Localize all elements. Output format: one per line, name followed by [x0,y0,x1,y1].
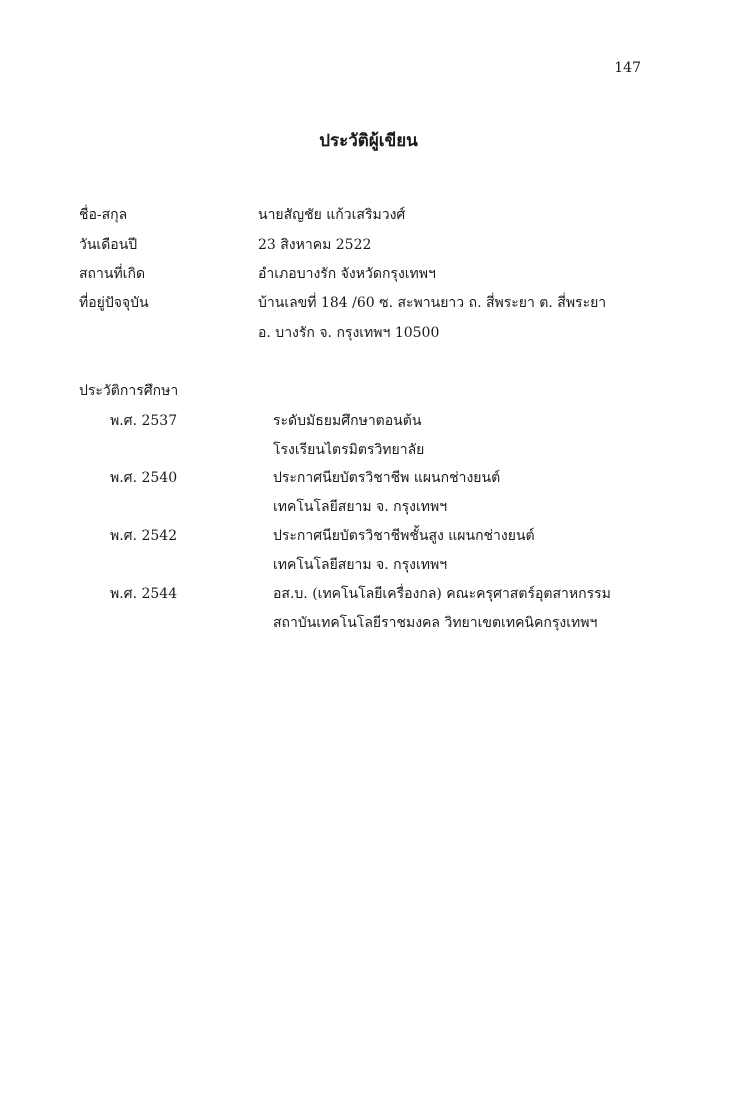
value-address-line-1: บ้านเลขที่ 184 /60 ซ. สะพานยาว ถ. สี่พระยา ต. สี่พระยา [258,295,607,311]
education-line-2b: เทคโนโลยีสยาม จ. กรุงเทพฯ [273,499,448,515]
education-year-4: พ.ศ. 2544 [110,586,178,602]
value-birthplace: อำเภอบางรัก จังหวัดกรุงเทพฯ [258,266,436,282]
education-line-3b: เทคโนโลยีสยาม จ. กรุงเทพฯ [273,557,448,573]
education-line-2a: ประกาศนียบัตรวิชาชีพ แผนกช่างยนต์ [273,470,501,486]
education-year-3: พ.ศ. 2542 [110,528,178,544]
education-line-1b: โรงเรียนไตรมิตรวิทยาลัย [273,442,425,458]
education-line-4a: อส.บ. (เทคโนโลยีเครื่องกล) คณะครุศาสตร์อุตสาหกรรม [273,586,611,602]
page-title: ประวัติผู้เขียน [319,131,418,151]
education-heading: ประวัติการศึกษา [79,383,179,399]
page-number: 147 [614,60,641,76]
value-birthdate: 23 สิงหาคม 2522 [258,237,372,253]
label-address: ที่อยู่ปัจจุบัน [79,295,149,311]
label-birthplace: สถานที่เกิด [79,266,146,282]
education-year-1: พ.ศ. 2537 [110,413,178,429]
label-birthdate: วันเดือนปี [79,237,138,253]
education-line-1a: ระดับมัธยมศึกษาตอนต้น [273,413,422,429]
label-name: ชื่อ-สกุล [79,207,128,223]
value-address-line-2: อ. บางรัก จ. กรุงเทพฯ 10500 [258,325,440,341]
education-year-2: พ.ศ. 2540 [110,470,178,486]
education-line-3a: ประกาศนียบัตรวิชาชีพชั้นสูง แผนกช่างยนต์ [273,528,535,544]
education-line-4b: สถาบันเทคโนโลยีราชมงคล วิทยาเขตเทคนิคกรุงเทพฯ [273,615,598,631]
value-name: นายสัญชัย แก้วเสริมวงศ์ [258,207,406,223]
